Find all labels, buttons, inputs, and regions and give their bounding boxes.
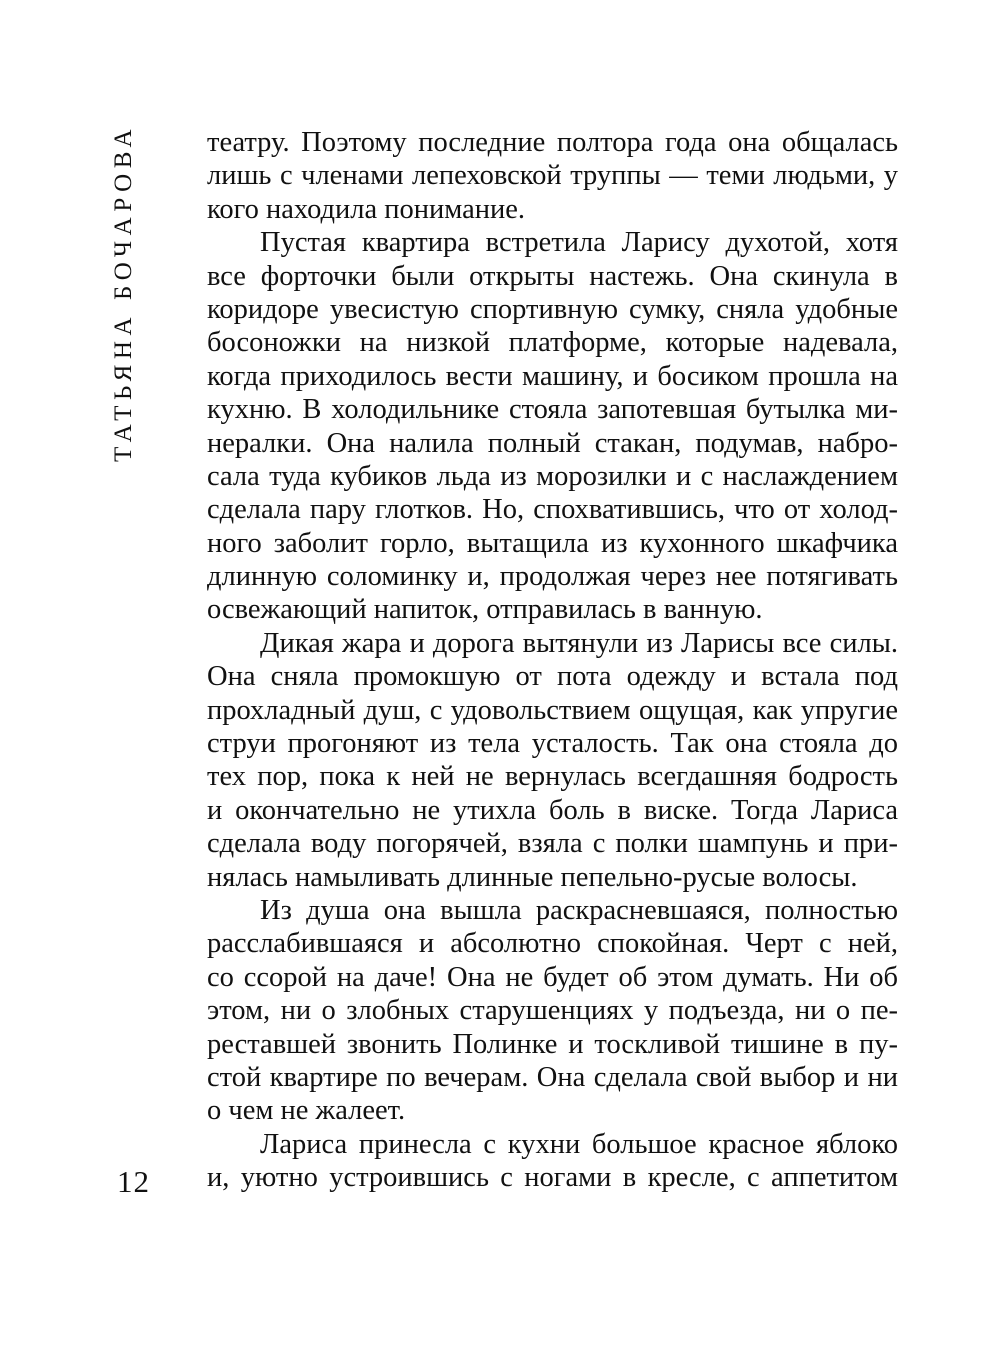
text-line: нялась намыливать длинные пепельно-русые волосы. — [207, 861, 858, 893]
text-line: Дикая жара и дорога вытянули из Ларисы все силы. — [260, 627, 898, 659]
text-line: этом, ни о злобных старушенциях у подъезда, ни о пе- — [207, 995, 898, 1027]
text-line: сала туда кубиков льда из морозилки и с наслаждением — [207, 460, 898, 492]
text-line: кухню. В холодильнике стояла запотевшая бутылка ми- — [207, 394, 898, 426]
text-line: Она сняла промокшую от пота одежду и встала под — [207, 661, 898, 693]
text-line: Пустая квартира встретила Ларису духотой, хотя — [260, 227, 898, 259]
text-line: нералки. Она налила полный стакан, подумав, набро- — [207, 427, 898, 459]
page-number: 12 — [117, 1164, 150, 1199]
text-line: струи прогоняют из тела усталость. Так она стояла до — [207, 728, 898, 760]
text-line: и, уютно устроившись с ногами в кресле, с аппетитом — [207, 1162, 898, 1194]
text-line: расслабившаяся и абсолютно спокойная. Черт с ней, — [207, 928, 898, 960]
text-line: длинную соломинку и, продолжая через нее потягивать — [207, 561, 898, 593]
text-line: стой квартире по вечерам. Она сделала свой выбор и ни — [207, 1061, 898, 1093]
text-line: прохладный душ, с удовольствием ощущая, как упругие — [207, 694, 898, 726]
text-line: Из душа она вышла раскрасневшаяся, полностью — [260, 894, 898, 926]
text-line: когда приходилось вести машину, и босиком прошла на — [207, 360, 898, 392]
text-line: лишь с членами лепеховской труппы — теми людьми, у — [207, 160, 898, 192]
text-line: о чем не жалеет. — [207, 1095, 406, 1127]
text-line: кого находила понимание. — [207, 193, 526, 225]
text-line: реставшей звонить Полинке и тоскливой тишине в пу- — [207, 1028, 898, 1060]
text-line: босоножки на низкой платформе, которые надевала, — [207, 327, 898, 359]
running-head-author: ТАТЬЯНА БОЧАРОВА — [110, 123, 137, 462]
text-line: коридоре увесистую спортивную сумку, сняла удобные — [207, 293, 898, 325]
text-line: освежающий напиток, отправилась в ванную. — [207, 594, 763, 626]
text-line: со ссорой на даче! Она не будет об этом думать. Ни об — [207, 961, 898, 993]
text-line: и окончательно не утихла боль в виске. Тогда Лариса — [207, 794, 898, 826]
text-line: Лариса принесла с кухни большое красное яблоко — [260, 1128, 898, 1160]
text-line: сделала пару глотков. Но, спохватившись, что от холод- — [207, 494, 898, 526]
text-line: все форточки были открыты настежь. Она скинула в — [207, 260, 898, 292]
text-line: тех пор, пока к ней не вернулась всегдашняя бодрость — [207, 761, 898, 793]
text-line: театру. Поэтому последние полтора года она общалась — [207, 127, 898, 158]
body-text — [207, 126, 898, 1195]
text-line: сделала воду погорячей, взяла с полки шампунь и при- — [207, 828, 898, 860]
text-line: ного заболит горло, вытащила из кухонного шкафчика — [207, 527, 898, 559]
